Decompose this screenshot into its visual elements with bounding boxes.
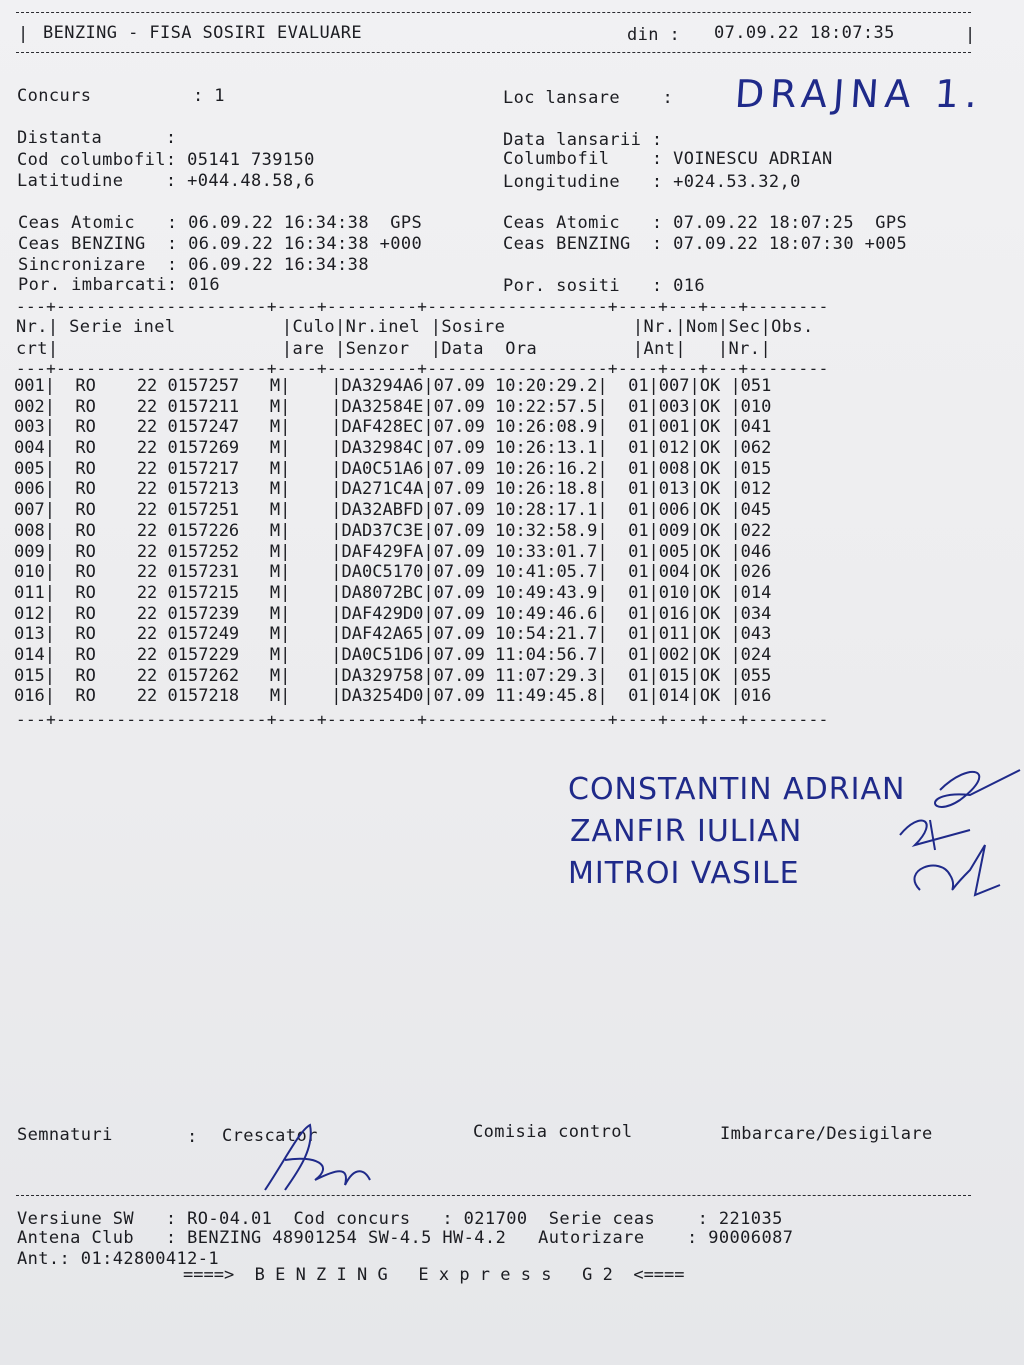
table-bottom-rule: ---+---------------------+----+---------+------------------+----+---+---+-------- — [16, 710, 829, 729]
header-title: BENZING - FISA SOSIRI EVALUARE — [43, 23, 363, 43]
table-row: 005| RO 22 0157217 M| |DA0C51A6|07.09 10:26:16.2| 01|008|OK |015 — [14, 458, 772, 479]
table-header-rule: ---+---------------------+----+---------+------------------+----+---+---+-------- — [16, 359, 829, 378]
footer-banner: ====> B E N Z I N G E x p r e s s G 2 <==== — [183, 1265, 685, 1285]
basketed-line: Por. imbarcati: 016 — [18, 275, 221, 295]
footer-line-2: Antena Club : BENZING 48901254 SW-4.5 HW-4.2 Autorizare : 90006087 — [17, 1228, 794, 1248]
handwritten-release-place: DRAJNA 1. — [733, 72, 985, 116]
table-row: 007| RO 22 0157251 M| |DA32ABFD|07.09 10:28:17.1| 01|006|OK |045 — [14, 500, 772, 521]
table-header-2: crt| |are |Senzor |Data Ora |Ant| |Nr.| — [16, 339, 772, 359]
table-row: 003| RO 22 0157247 M| |DAF428EC|07.09 10:26:08.9| 01|001|OK |041 — [14, 417, 772, 438]
contest-value: : 1 — [193, 86, 225, 106]
table-row: 010| RO 22 0157231 M| |DA0C5170|07.09 10:41:05.7| 01|004|OK |026 — [14, 562, 772, 583]
signatures-commission: Comisia control — [473, 1122, 633, 1142]
table-row: 008| RO 22 0157226 M| |DAD37C3E|07.09 10:32:58.9| 01|009|OK |022 — [14, 520, 772, 541]
signature-scribbles — [880, 750, 1024, 910]
table-row: 013| RO 22 0157249 M| |DAF42A65|07.09 10:54:21.7| 01|011|OK |043 — [14, 624, 772, 645]
header-bar-left: | — [18, 24, 29, 44]
table-row: 011| RO 22 0157215 M| |DA8072BC|07.09 10:49:43.9| 01|010|OK |014 — [14, 582, 772, 603]
fancier-code-line: Cod columbofil: 05141 739150 — [17, 150, 315, 170]
header-top-rule — [16, 12, 971, 13]
table-row: 002| RO 22 0157211 M| |DA32584E|07.09 10:22:57.5| 01|003|OK |010 — [14, 396, 772, 417]
arrivals-table — [14, 376, 771, 707]
table-top-rule: ---+---------------------+----+---------+------------------+----+---+---+-------- — [16, 297, 829, 316]
table-row: 014| RO 22 0157229 M| |DA0C51D6|07.09 11:04:56.7| 01|002|OK |024 — [14, 644, 772, 665]
header-date-label: din : — [627, 25, 681, 45]
header-bottom-rule — [16, 52, 971, 53]
atomic-clock-start: Ceas Atomic : 06.09.22 16:34:38 GPS — [18, 213, 423, 233]
arrived-line: Por. sositi : 016 — [503, 276, 706, 296]
contest-label: Concurs — [17, 86, 92, 106]
table-row: 009| RO 22 0157252 M| |DAF429FA|07.09 10:33:01.7| 01|005|OK |046 — [14, 541, 772, 562]
latitude-line: Latitudine : +044.48.58,6 — [17, 171, 315, 191]
header-bar-right: | — [965, 25, 976, 45]
signatures-colon: : — [187, 1127, 198, 1147]
release-place-label: Loc lansare : — [503, 88, 674, 108]
handwritten-name-3: MITROI VASILE — [568, 856, 800, 891]
atomic-clock-end: Ceas Atomic : 07.09.22 18:07:25 GPS — [503, 213, 908, 233]
longitude-line: Longitudine : +024.53.32,0 — [503, 172, 801, 192]
signatures-label: Semnaturi — [17, 1125, 113, 1145]
sync-line: Sincronizare : 06.09.22 16:34:38 — [18, 255, 369, 275]
table-header-1: Nr.| Serie inel |Culo|Nr.inel |Sosire |Nr.|Nom|Sec|Obs. — [16, 317, 814, 337]
benzing-clock-end: Ceas BENZING : 07.09.22 18:07:30 +005 — [503, 234, 908, 254]
table-row: 006| RO 22 0157213 M| |DA271C4A|07.09 10:26:18.8| 01|013|OK |012 — [14, 479, 772, 500]
fancier-line: Columbofil : VOINESCU ADRIAN — [503, 149, 833, 169]
table-row: 015| RO 22 0157262 M| |DA329758|07.09 11:07:29.3| 01|015|OK |055 — [14, 665, 772, 686]
footer-line-3: Ant.: 01:42800412-1 — [17, 1249, 220, 1269]
signatures-basketing: Imbarcare/Desigilare — [720, 1124, 933, 1144]
footer-line-1: Versiune SW : RO-04.01 Cod concurs : 021700 Serie ceas : 221035 — [17, 1209, 783, 1229]
table-row: 001| RO 22 0157257 M| |DA3294A6|07.09 10:20:29.2| 01|007|OK |051 — [14, 376, 772, 396]
table-row: 004| RO 22 0157269 M| |DA32984C|07.09 10:26:13.1| 01|012|OK |062 — [14, 438, 772, 459]
table-row: 012| RO 22 0157239 M| |DAF429D0|07.09 10:49:46.6| 01|016|OK |034 — [14, 603, 772, 624]
footer-rule — [16, 1195, 971, 1196]
signatures-breeder: Crescator — [222, 1126, 318, 1146]
benzing-clock-start: Ceas BENZING : 06.09.22 16:34:38 +000 — [18, 234, 423, 254]
header-datetime: 07.09.22 18:07:35 — [714, 23, 895, 43]
table-row: 016| RO 22 0157218 M| |DA3254D0|07.09 11:49:45.8| 01|014|OK |016 — [14, 686, 772, 707]
handwritten-name-2: ZANFIR IULIAN — [570, 814, 803, 849]
handwritten-name-1: CONSTANTIN ADRIAN — [568, 772, 906, 807]
distance-label: Distanta : — [17, 128, 177, 148]
breeder-signature — [255, 1120, 385, 1200]
release-date-label: Data lansarii : — [503, 130, 663, 150]
